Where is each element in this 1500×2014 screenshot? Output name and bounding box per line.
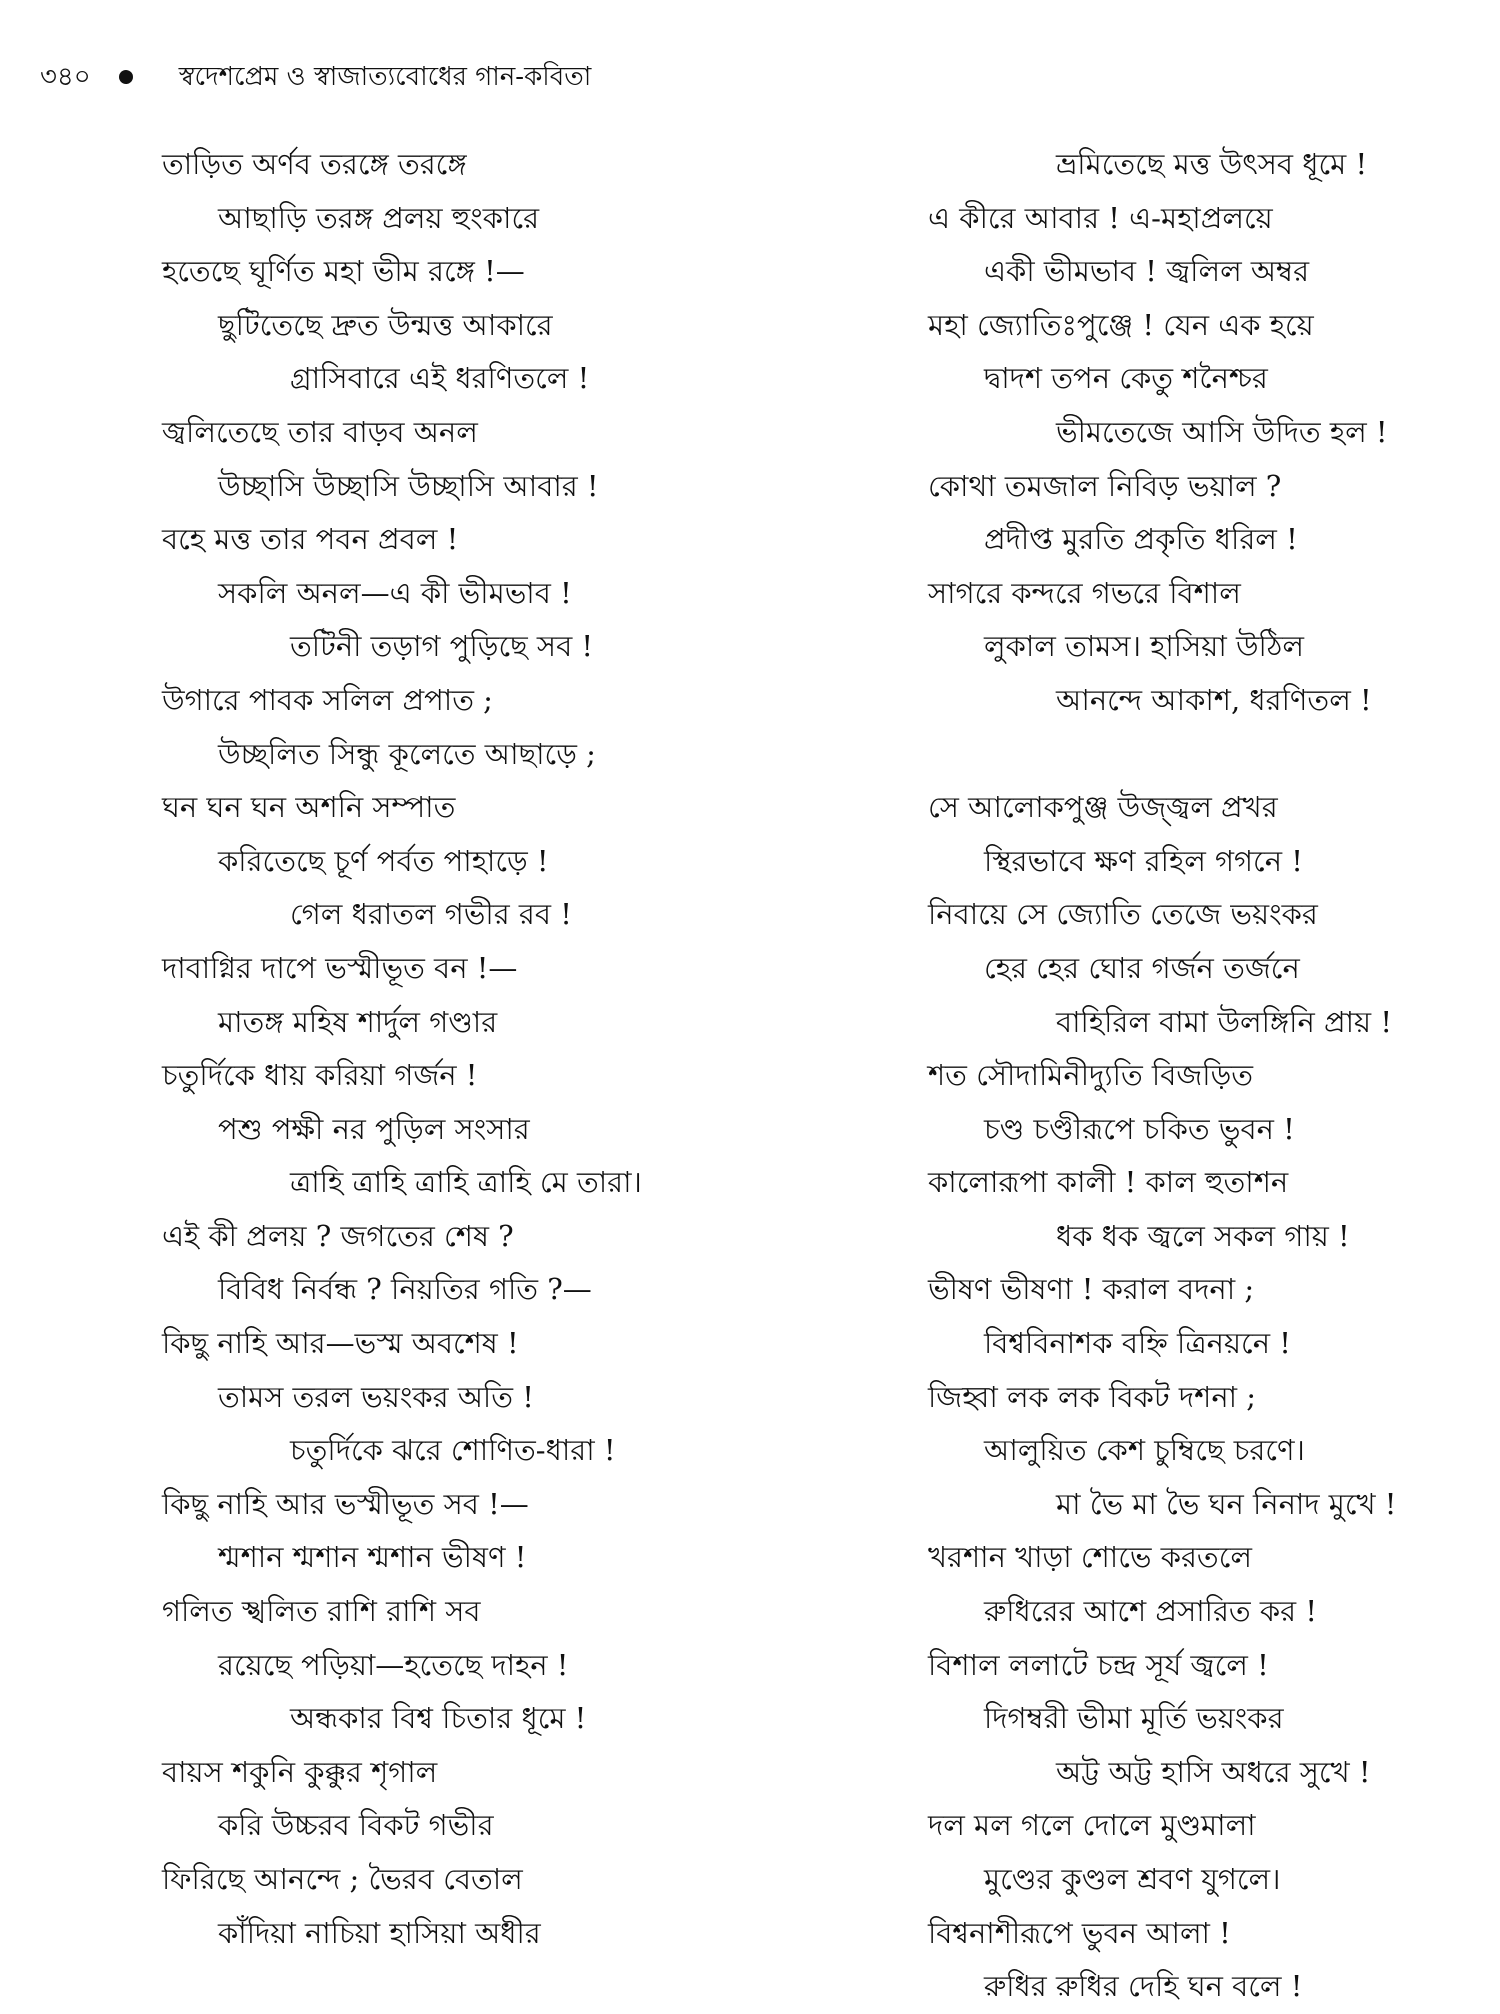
poem-line: দ্বাদশ তপন কেতু শনৈশ্চর: [984, 361, 1268, 396]
poem-line: ভীমতেজে আসি উদিত হল !: [1056, 414, 1388, 449]
poem-line: অট্ট অট্ট হাসি অধরে সুখে !: [1056, 1754, 1371, 1789]
poem-line: রুধির রুধির দেহি ঘন বলে !: [984, 1969, 1303, 2004]
poem-line: ত্রাহি ত্রাহি ত্রাহি ত্রাহি মে তারা।: [290, 1165, 642, 1200]
poem-line: করিতেছে চূর্ণ পর্বত পাহাড়ে !: [218, 843, 549, 878]
poem-line: এ কীরে আবার ! এ-মহাপ্রলয়ে: [928, 200, 1273, 235]
stanza-break: [928, 728, 1468, 782]
poem-line: গলিত স্খলিত রাশি রাশি সব: [162, 1594, 481, 1629]
poem-line: বিশাল ললাটে চন্দ্র সূর্য জ্বলে !: [928, 1647, 1269, 1682]
poem-line: চণ্ড চণ্ডীরূপে চকিত ভুবন !: [984, 1111, 1295, 1146]
poem-line: উচ্ছাসি উচ্ছাসি উচ্ছাসি আবার !: [218, 468, 599, 503]
poem-line: সে আলোকপুঞ্জ উজ্জ্বল প্রখর: [928, 790, 1278, 825]
poem-line: দাবাগ্নির দাপে ভস্মীভূত বন !—: [162, 950, 518, 985]
poem-line: তাড়িত অর্ণব তরঙ্গে তরঙ্গে: [162, 147, 467, 181]
poem-line: মহা জ্যোতিঃপুঞ্জে ! যেন এক হয়ে: [928, 307, 1314, 342]
poem-line: মুণ্ডের কুণ্ডল শ্রবণ যুগলে।: [984, 1862, 1281, 1896]
poem-line: আলুয়িত কেশ চুম্বিছে চরণে।: [984, 1433, 1305, 1468]
poem-line: সকলি অনল—এ কী ভীমভাব !: [218, 575, 572, 610]
poem-line: অন্ধকার বিশ্ব চিতার ধূমে !: [290, 1701, 587, 1736]
poem-line: কালোরূপা কালী ! কাল হুতাশন: [928, 1165, 1289, 1200]
poem-line: রয়েছে পড়িয়া—হতেছে দাহন !: [218, 1647, 569, 1682]
poem-line: খরশান খাড়া শোভে করতলে: [928, 1540, 1252, 1575]
poem-line: আছাড়ি তরঙ্গ প্রলয় হুংকারে: [218, 200, 540, 235]
poem-line: হের হের ঘোর গর্জন তর্জনে: [984, 950, 1300, 985]
poem-line: কাঁদিয়া নাচিয়া হাসিয়া অধীর: [218, 1915, 541, 1950]
poem-line: চতুর্দিকে ঝরে শোণিত-ধারা !: [290, 1433, 616, 1468]
poem-line: বিশ্ববিনাশক বহ্নি ত্রিনয়নে !: [984, 1326, 1291, 1361]
poem-line: মাতঙ্গ মহিষ শার্দুল গণ্ডার: [218, 1004, 498, 1039]
poem-line: চতুর্দিকে ধায় করিয়া গর্জন !: [162, 1058, 478, 1093]
poem-line: জিহ্বা লক লক বিকট দশনা ;: [928, 1379, 1257, 1414]
poem-line: আনন্দে আকাশ, ধরণিতল !: [1056, 682, 1372, 717]
poem-line: পশু পক্ষী নর পুড়িল সংসার: [218, 1111, 530, 1146]
poem-right-column: [928, 138, 1468, 2014]
poem-line: গ্রাসিবারে এই ধরণিতলে !: [290, 361, 590, 396]
poem-line: ভীষণ ভীষণা ! করাল বদনা ;: [928, 1272, 1255, 1307]
poem-line: বহে মত্ত তার পবন প্রবল !: [162, 522, 459, 557]
poem-line: কিছু নাহি আর ভস্মীভূত সব !—: [162, 1486, 529, 1521]
poem-line: উচ্ছলিত সিন্ধু কূলেতে আছাড়ে ;: [218, 736, 596, 771]
poem-line: এই কী প্রলয় ? জগতের শেষ ?: [162, 1218, 514, 1253]
poem-line: স্থিরভাবে ক্ষণ রহিল গগনে !: [984, 843, 1303, 878]
poem-line: জ্বলিতেছে তার বাড়ব অনল: [162, 414, 478, 449]
poem-line: ভ্রমিতেছে মত্ত উৎসব ধূমে !: [1056, 147, 1368, 181]
poem-line: বিশ্বনাশীরূপে ভুবন আলা !: [928, 1915, 1231, 1950]
poem-line: বাহিরিল বামা উলঙ্গিনি প্রায় !: [1056, 1004, 1393, 1039]
page-header: [40, 60, 591, 94]
poem-line: তামস তরল ভয়ংকর অতি !: [218, 1379, 534, 1414]
poem-line: দল মল গলে দোলে মুণ্ডমালা: [928, 1808, 1256, 1843]
poem-line: শত সৌদামিনীদ্যুতি বিজড়িত: [928, 1058, 1254, 1093]
poem-line: ধক ধক জ্বলে সকল গায় !: [1056, 1218, 1350, 1253]
poem-line: একী ভীমভাব ! জ্বলিল অম্বর: [984, 254, 1310, 289]
poem-line: তটিনী তড়াগ পুড়িছে সব !: [290, 629, 594, 664]
poem-line: বায়স শকুনি কুক্কুর শৃগাল: [162, 1754, 438, 1789]
poem-line: ফিরিছে আনন্দে ; ভৈরব বেতাল: [162, 1862, 523, 1896]
poem-line: সাগরে কন্দরে গভরে বিশাল: [928, 575, 1241, 610]
poem-line: শ্মশান শ্মশান শ্মশান ভীষণ !: [218, 1540, 527, 1575]
poem-line: নিবায়ে সে জ্যোতি তেজে ভয়ংকর: [928, 897, 1318, 932]
poem-line: প্রদীপ্ত মুরতি প্রকৃতি ধরিল !: [984, 522, 1298, 557]
poem-line: কিছু নাহি আর—ভস্ম অবশেষ !: [162, 1326, 519, 1361]
poem-left-column: [162, 138, 802, 1960]
running-title: স্বদেশপ্রেম ও স্বাজাত্যবোধের গান-কবিতা: [178, 62, 592, 92]
bullet-dot-icon: [119, 70, 133, 84]
poem-line: মা ভৈ মা ভৈ ঘন নিনাদ মুখে !: [1056, 1486, 1397, 1521]
poem-line: কোথা তমজাল নিবিড় ভয়াল ?: [928, 468, 1282, 503]
poem-line: দিগম্বরী ভীমা মূর্তি ভয়ংকর: [984, 1701, 1284, 1736]
poem-line: ছুটিতেছে দ্রুত উন্মত্ত আকারে: [218, 307, 553, 342]
poem-line: গেল ধরাতল গভীর রব !: [290, 897, 572, 932]
poem-line: ঘন ঘন ঘন অশনি সম্পাত: [162, 790, 456, 825]
poem-line: হতেছে ঘূর্ণিত মহা ভীম রঙ্গে !—: [162, 254, 525, 289]
poem-line: বিবিধ নির্বন্ধ ? নিয়তির গতি ?—: [218, 1272, 592, 1307]
page-number: ৩৪০: [40, 62, 91, 92]
poem-line: করি উচ্চরব বিকট গভীর: [218, 1808, 494, 1843]
poem-line: লুকাল তামস। হাসিয়া উঠিল: [984, 629, 1304, 664]
poem-line: রুধিরের আশে প্রসারিত কর !: [984, 1594, 1317, 1629]
poem-line: উগারে পাবক সলিল প্রপাত ;: [162, 682, 493, 717]
